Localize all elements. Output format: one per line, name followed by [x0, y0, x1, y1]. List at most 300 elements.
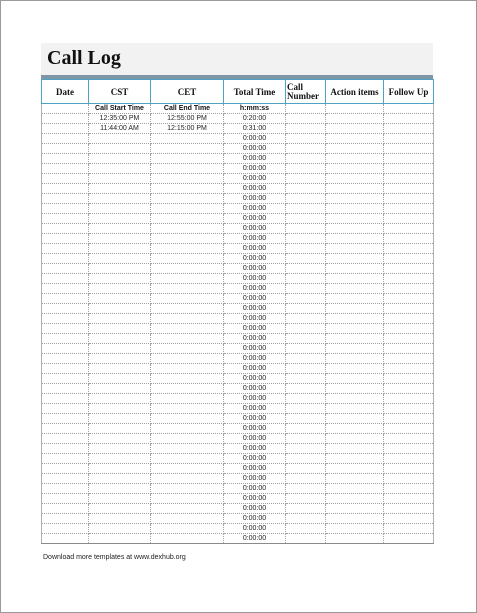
cell-total-time[interactable]: 0:00:00: [224, 504, 286, 514]
cell-call-number[interactable]: [286, 394, 326, 404]
cell-action-items[interactable]: [326, 204, 384, 214]
cell-follow-up[interactable]: [384, 534, 434, 544]
cell-date[interactable]: [42, 514, 89, 524]
cell-action-items[interactable]: [326, 144, 384, 154]
cell-total-time[interactable]: 0:00:00: [224, 234, 286, 244]
cell-follow-up[interactable]: [384, 294, 434, 304]
cell-call-number[interactable]: [286, 184, 326, 194]
cell-call-number[interactable]: [286, 304, 326, 314]
cell-action-items[interactable]: [326, 184, 384, 194]
cell-call-end[interactable]: [151, 174, 224, 184]
cell-call-end[interactable]: [151, 484, 224, 494]
cell-date[interactable]: [42, 434, 89, 444]
cell-call-number[interactable]: [286, 284, 326, 294]
cell-call-number[interactable]: [286, 264, 326, 274]
cell-action-items[interactable]: [326, 374, 384, 384]
cell-total-time[interactable]: 0:00:00: [224, 174, 286, 184]
cell-action-items[interactable]: [326, 364, 384, 374]
cell-call-start[interactable]: [89, 514, 151, 524]
cell-total-time[interactable]: 0:00:00: [224, 344, 286, 354]
cell-call-number[interactable]: [286, 444, 326, 454]
cell-follow-up[interactable]: [384, 244, 434, 254]
cell-call-start[interactable]: [89, 224, 151, 234]
cell-date[interactable]: [42, 284, 89, 294]
cell-call-start[interactable]: [89, 134, 151, 144]
cell-call-start[interactable]: [89, 334, 151, 344]
cell-date[interactable]: [42, 294, 89, 304]
cell-call-start[interactable]: [89, 494, 151, 504]
cell-follow-up[interactable]: [384, 364, 434, 374]
cell-call-end[interactable]: [151, 294, 224, 304]
cell-call-number[interactable]: [286, 454, 326, 464]
cell-action-items[interactable]: [326, 384, 384, 394]
cell-call-number[interactable]: [286, 124, 326, 134]
cell-call-number[interactable]: [286, 384, 326, 394]
cell-action-items[interactable]: [326, 404, 384, 414]
cell-call-start[interactable]: [89, 384, 151, 394]
cell-call-start[interactable]: [89, 474, 151, 484]
cell-date[interactable]: [42, 334, 89, 344]
cell-call-start[interactable]: [89, 254, 151, 264]
cell-date[interactable]: [42, 454, 89, 464]
cell-total-time[interactable]: 0:00:00: [224, 204, 286, 214]
cell-follow-up[interactable]: [384, 494, 434, 504]
cell-call-number[interactable]: [286, 424, 326, 434]
cell-date[interactable]: [42, 424, 89, 434]
cell-follow-up[interactable]: [384, 314, 434, 324]
cell-call-start[interactable]: [89, 434, 151, 444]
cell-call-end[interactable]: [151, 434, 224, 444]
cell-total-time[interactable]: 0:00:00: [224, 254, 286, 264]
cell-total-time[interactable]: 0:00:00: [224, 494, 286, 504]
cell-call-start[interactable]: [89, 294, 151, 304]
cell-follow-up[interactable]: [384, 424, 434, 434]
cell-total-time[interactable]: 0:00:00: [224, 474, 286, 484]
cell-total-time[interactable]: 0:00:00: [224, 304, 286, 314]
cell-call-number[interactable]: [286, 174, 326, 184]
cell-date[interactable]: [42, 484, 89, 494]
cell-total-time[interactable]: 0:00:00: [224, 284, 286, 294]
cell-date[interactable]: [42, 344, 89, 354]
cell-call-end[interactable]: [151, 334, 224, 344]
cell-action-items[interactable]: [326, 424, 384, 434]
cell-action-items[interactable]: [326, 254, 384, 264]
cell-action-items[interactable]: [326, 354, 384, 364]
cell-call-end[interactable]: [151, 444, 224, 454]
cell-call-end[interactable]: [151, 224, 224, 234]
cell-total-time[interactable]: 0:00:00: [224, 144, 286, 154]
cell-call-end[interactable]: [151, 274, 224, 284]
cell-call-end[interactable]: [151, 314, 224, 324]
cell-call-number[interactable]: [286, 114, 326, 124]
cell-call-start[interactable]: [89, 444, 151, 454]
cell-call-start[interactable]: [89, 314, 151, 324]
cell-action-items[interactable]: [326, 294, 384, 304]
cell-follow-up[interactable]: [384, 214, 434, 224]
cell-follow-up[interactable]: [384, 514, 434, 524]
cell-date[interactable]: [42, 114, 89, 124]
cell-call-start[interactable]: [89, 184, 151, 194]
cell-date[interactable]: [42, 494, 89, 504]
cell-call-end[interactable]: [151, 154, 224, 164]
cell-call-number[interactable]: [286, 364, 326, 374]
cell-follow-up[interactable]: [384, 264, 434, 274]
cell-follow-up[interactable]: [384, 114, 434, 124]
cell-call-number[interactable]: [286, 134, 326, 144]
cell-call-end[interactable]: [151, 214, 224, 224]
cell-total-time[interactable]: 0:00:00: [224, 334, 286, 344]
cell-date[interactable]: [42, 364, 89, 374]
cell-date[interactable]: [42, 194, 89, 204]
cell-call-start[interactable]: [89, 504, 151, 514]
cell-follow-up[interactable]: [384, 324, 434, 334]
cell-action-items[interactable]: [326, 484, 384, 494]
cell-action-items[interactable]: [326, 454, 384, 464]
cell-call-number[interactable]: [286, 314, 326, 324]
cell-follow-up[interactable]: [384, 124, 434, 134]
cell-follow-up[interactable]: [384, 284, 434, 294]
cell-date[interactable]: [42, 384, 89, 394]
cell-call-end[interactable]: [151, 474, 224, 484]
cell-action-items[interactable]: [326, 514, 384, 524]
cell-follow-up[interactable]: [384, 274, 434, 284]
cell-action-items[interactable]: [326, 124, 384, 134]
cell-call-end[interactable]: [151, 144, 224, 154]
cell-total-time[interactable]: 0:00:00: [224, 464, 286, 474]
cell-call-end[interactable]: [151, 284, 224, 294]
cell-date[interactable]: [42, 214, 89, 224]
cell-call-end[interactable]: [151, 364, 224, 374]
cell-action-items[interactable]: [326, 244, 384, 254]
cell-date[interactable]: [42, 174, 89, 184]
cell-action-items[interactable]: [326, 304, 384, 314]
cell-call-start[interactable]: [89, 244, 151, 254]
cell-call-start[interactable]: [89, 424, 151, 434]
cell-action-items[interactable]: [326, 194, 384, 204]
cell-call-end[interactable]: [151, 234, 224, 244]
cell-call-number[interactable]: [286, 504, 326, 514]
cell-follow-up[interactable]: [384, 134, 434, 144]
cell-total-time[interactable]: 0:00:00: [224, 484, 286, 494]
cell-total-time[interactable]: 0:00:00: [224, 324, 286, 334]
cell-action-items[interactable]: [326, 174, 384, 184]
cell-follow-up[interactable]: [384, 174, 434, 184]
cell-call-end[interactable]: [151, 184, 224, 194]
cell-follow-up[interactable]: [384, 464, 434, 474]
cell-date[interactable]: [42, 304, 89, 314]
cell-call-end[interactable]: [151, 194, 224, 204]
cell-follow-up[interactable]: [384, 354, 434, 364]
cell-call-start[interactable]: [89, 414, 151, 424]
cell-total-time[interactable]: 0:00:00: [224, 384, 286, 394]
cell-date[interactable]: [42, 414, 89, 424]
cell-call-end[interactable]: [151, 354, 224, 364]
cell-follow-up[interactable]: [384, 474, 434, 484]
cell-total-time[interactable]: 0:00:00: [224, 294, 286, 304]
cell-call-end[interactable]: [151, 344, 224, 354]
cell-total-time[interactable]: 0:00:00: [224, 404, 286, 414]
cell-total-time[interactable]: 0:00:00: [224, 534, 286, 544]
cell-follow-up[interactable]: [384, 164, 434, 174]
cell-date[interactable]: [42, 504, 89, 514]
cell-total-time[interactable]: 0:00:00: [224, 524, 286, 534]
cell-call-end[interactable]: [151, 324, 224, 334]
cell-action-items[interactable]: [326, 234, 384, 244]
cell-total-time[interactable]: 0:00:00: [224, 274, 286, 284]
cell-action-items[interactable]: [326, 154, 384, 164]
cell-action-items[interactable]: [326, 464, 384, 474]
cell-call-end[interactable]: [151, 454, 224, 464]
cell-call-number[interactable]: [286, 434, 326, 444]
cell-call-number[interactable]: [286, 144, 326, 154]
cell-call-number[interactable]: [286, 404, 326, 414]
cell-call-end[interactable]: [151, 264, 224, 274]
cell-follow-up[interactable]: [384, 394, 434, 404]
cell-action-items[interactable]: [326, 414, 384, 424]
cell-call-end[interactable]: [151, 424, 224, 434]
cell-follow-up[interactable]: [384, 304, 434, 314]
cell-action-items[interactable]: [326, 434, 384, 444]
cell-total-time[interactable]: 0:00:00: [224, 224, 286, 234]
cell-call-start[interactable]: [89, 404, 151, 414]
cell-date[interactable]: [42, 224, 89, 234]
cell-date[interactable]: [42, 474, 89, 484]
cell-total-time[interactable]: 0:00:00: [224, 134, 286, 144]
cell-follow-up[interactable]: [384, 204, 434, 214]
cell-call-end[interactable]: [151, 204, 224, 214]
cell-call-start[interactable]: [89, 464, 151, 474]
cell-follow-up[interactable]: [384, 414, 434, 424]
cell-date[interactable]: [42, 204, 89, 214]
cell-call-start[interactable]: [89, 534, 151, 544]
cell-call-number[interactable]: [286, 164, 326, 174]
cell-call-number[interactable]: [286, 224, 326, 234]
cell-date[interactable]: [42, 324, 89, 334]
cell-follow-up[interactable]: [384, 524, 434, 534]
cell-action-items[interactable]: [326, 524, 384, 534]
cell-call-number[interactable]: [286, 534, 326, 544]
cell-follow-up[interactable]: [384, 224, 434, 234]
cell-call-start[interactable]: [89, 274, 151, 284]
cell-call-end[interactable]: [151, 134, 224, 144]
cell-call-start[interactable]: [89, 344, 151, 354]
cell-call-start[interactable]: [89, 484, 151, 494]
cell-call-end[interactable]: [151, 244, 224, 254]
cell-call-end[interactable]: [151, 164, 224, 174]
cell-call-number[interactable]: [286, 474, 326, 484]
cell-date[interactable]: [42, 144, 89, 154]
cell-call-start[interactable]: 12:35:00 PM: [89, 114, 151, 124]
cell-call-start[interactable]: [89, 214, 151, 224]
cell-call-number[interactable]: [286, 514, 326, 524]
cell-call-end[interactable]: [151, 514, 224, 524]
cell-total-time[interactable]: 0:00:00: [224, 164, 286, 174]
cell-call-end[interactable]: [151, 524, 224, 534]
cell-call-number[interactable]: [286, 344, 326, 354]
cell-total-time[interactable]: 0:00:00: [224, 394, 286, 404]
cell-call-end[interactable]: 12:55:00 PM: [151, 114, 224, 124]
cell-call-start[interactable]: [89, 364, 151, 374]
cell-call-start[interactable]: [89, 524, 151, 534]
cell-call-number[interactable]: [286, 414, 326, 424]
cell-date[interactable]: [42, 524, 89, 534]
cell-total-time[interactable]: 0:00:00: [224, 374, 286, 384]
cell-action-items[interactable]: [326, 494, 384, 504]
cell-call-end[interactable]: [151, 374, 224, 384]
cell-date[interactable]: [42, 274, 89, 284]
cell-follow-up[interactable]: [384, 344, 434, 354]
cell-date[interactable]: [42, 404, 89, 414]
cell-total-time[interactable]: 0:00:00: [224, 454, 286, 464]
cell-follow-up[interactable]: [384, 484, 434, 494]
cell-call-start[interactable]: [89, 174, 151, 184]
cell-total-time[interactable]: 0:00:00: [224, 364, 286, 374]
cell-total-time[interactable]: 0:00:00: [224, 444, 286, 454]
cell-action-items[interactable]: [326, 274, 384, 284]
cell-date[interactable]: [42, 264, 89, 274]
cell-call-end[interactable]: 12:15:00 PM: [151, 124, 224, 134]
cell-total-time[interactable]: 0:20:00: [224, 114, 286, 124]
cell-call-number[interactable]: [286, 194, 326, 204]
cell-call-number[interactable]: [286, 274, 326, 284]
cell-action-items[interactable]: [326, 394, 384, 404]
cell-date[interactable]: [42, 124, 89, 134]
cell-total-time[interactable]: 0:00:00: [224, 414, 286, 424]
cell-date[interactable]: [42, 254, 89, 264]
cell-follow-up[interactable]: [384, 504, 434, 514]
cell-call-start[interactable]: [89, 234, 151, 244]
cell-date[interactable]: [42, 444, 89, 454]
cell-date[interactable]: [42, 164, 89, 174]
cell-follow-up[interactable]: [384, 444, 434, 454]
cell-follow-up[interactable]: [384, 334, 434, 344]
cell-call-number[interactable]: [286, 324, 326, 334]
cell-date[interactable]: [42, 534, 89, 544]
cell-total-time[interactable]: 0:31:00: [224, 124, 286, 134]
cell-call-number[interactable]: [286, 214, 326, 224]
cell-total-time[interactable]: 0:00:00: [224, 354, 286, 364]
cell-total-time[interactable]: 0:00:00: [224, 434, 286, 444]
cell-follow-up[interactable]: [384, 154, 434, 164]
cell-action-items[interactable]: [326, 224, 384, 234]
cell-total-time[interactable]: 0:00:00: [224, 184, 286, 194]
cell-call-end[interactable]: [151, 534, 224, 544]
cell-date[interactable]: [42, 184, 89, 194]
cell-follow-up[interactable]: [384, 384, 434, 394]
cell-call-number[interactable]: [286, 294, 326, 304]
cell-call-end[interactable]: [151, 394, 224, 404]
cell-call-end[interactable]: [151, 254, 224, 264]
cell-call-end[interactable]: [151, 494, 224, 504]
cell-total-time[interactable]: 0:00:00: [224, 244, 286, 254]
cell-date[interactable]: [42, 354, 89, 364]
cell-follow-up[interactable]: [384, 234, 434, 244]
cell-call-start[interactable]: [89, 284, 151, 294]
cell-call-number[interactable]: [286, 354, 326, 364]
cell-call-start[interactable]: [89, 374, 151, 384]
cell-follow-up[interactable]: [384, 184, 434, 194]
cell-action-items[interactable]: [326, 134, 384, 144]
cell-call-end[interactable]: [151, 464, 224, 474]
cell-action-items[interactable]: [326, 504, 384, 514]
cell-date[interactable]: [42, 154, 89, 164]
cell-total-time[interactable]: 0:00:00: [224, 214, 286, 224]
cell-action-items[interactable]: [326, 344, 384, 354]
cell-action-items[interactable]: [326, 314, 384, 324]
cell-call-start[interactable]: [89, 264, 151, 274]
cell-call-start[interactable]: [89, 304, 151, 314]
cell-date[interactable]: [42, 134, 89, 144]
cell-action-items[interactable]: [326, 114, 384, 124]
cell-call-number[interactable]: [286, 334, 326, 344]
cell-total-time[interactable]: 0:00:00: [224, 264, 286, 274]
cell-action-items[interactable]: [326, 444, 384, 454]
cell-follow-up[interactable]: [384, 454, 434, 464]
cell-follow-up[interactable]: [384, 374, 434, 384]
cell-total-time[interactable]: 0:00:00: [224, 194, 286, 204]
cell-action-items[interactable]: [326, 214, 384, 224]
cell-follow-up[interactable]: [384, 144, 434, 154]
cell-call-start[interactable]: [89, 164, 151, 174]
cell-date[interactable]: [42, 394, 89, 404]
cell-call-number[interactable]: [286, 464, 326, 474]
cell-total-time[interactable]: 0:00:00: [224, 514, 286, 524]
cell-call-start[interactable]: [89, 454, 151, 464]
cell-action-items[interactable]: [326, 324, 384, 334]
cell-action-items[interactable]: [326, 534, 384, 544]
cell-call-start[interactable]: 11:44:00 AM: [89, 124, 151, 134]
cell-call-start[interactable]: [89, 354, 151, 364]
cell-action-items[interactable]: [326, 474, 384, 484]
cell-action-items[interactable]: [326, 284, 384, 294]
cell-date[interactable]: [42, 374, 89, 384]
cell-call-start[interactable]: [89, 194, 151, 204]
cell-action-items[interactable]: [326, 164, 384, 174]
cell-call-number[interactable]: [286, 524, 326, 534]
cell-call-number[interactable]: [286, 254, 326, 264]
cell-call-start[interactable]: [89, 324, 151, 334]
cell-call-start[interactable]: [89, 154, 151, 164]
cell-action-items[interactable]: [326, 334, 384, 344]
cell-action-items[interactable]: [326, 264, 384, 274]
cell-total-time[interactable]: 0:00:00: [224, 424, 286, 434]
cell-call-number[interactable]: [286, 244, 326, 254]
cell-call-end[interactable]: [151, 404, 224, 414]
cell-call-end[interactable]: [151, 304, 224, 314]
cell-call-start[interactable]: [89, 394, 151, 404]
cell-call-number[interactable]: [286, 484, 326, 494]
cell-call-number[interactable]: [286, 204, 326, 214]
cell-call-end[interactable]: [151, 384, 224, 394]
cell-call-start[interactable]: [89, 204, 151, 214]
cell-date[interactable]: [42, 464, 89, 474]
cell-follow-up[interactable]: [384, 254, 434, 264]
cell-call-start[interactable]: [89, 144, 151, 154]
cell-date[interactable]: [42, 244, 89, 254]
cell-follow-up[interactable]: [384, 404, 434, 414]
cell-call-number[interactable]: [286, 154, 326, 164]
cell-call-end[interactable]: [151, 504, 224, 514]
cell-date[interactable]: [42, 314, 89, 324]
cell-call-number[interactable]: [286, 234, 326, 244]
cell-follow-up[interactable]: [384, 194, 434, 204]
cell-call-end[interactable]: [151, 414, 224, 424]
cell-date[interactable]: [42, 234, 89, 244]
cell-total-time[interactable]: 0:00:00: [224, 154, 286, 164]
cell-call-number[interactable]: [286, 374, 326, 384]
cell-total-time[interactable]: 0:00:00: [224, 314, 286, 324]
cell-follow-up[interactable]: [384, 434, 434, 444]
